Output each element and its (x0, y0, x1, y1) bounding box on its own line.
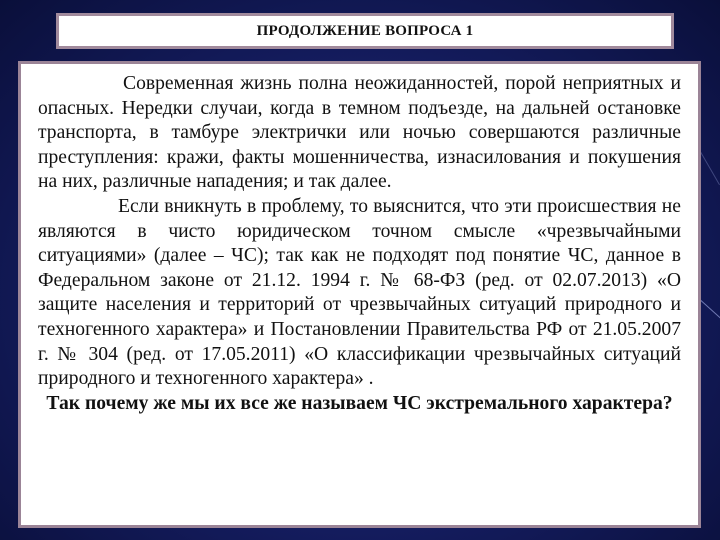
closing-question: Так почему же мы их все же называем ЧС экстремального характера? (46, 392, 673, 414)
decorative-line (699, 150, 720, 185)
slide-title: ПРОДОЛЖЕНИЕ ВОПРОСА 1 (256, 22, 474, 39)
paragraph-legal-definition: Если вникнуть в проблему, то выяснится, что эти происшествия не являются в чисто юридическом точном смысле «чрезвычайными ситуациями» (далее – ЧС); так как не подходят под понятие ЧС, данное в Федеральном законе от 21.12. 1994 г. № 68-ФЗ (ред. от 02.07.2013) «О защите населения и территорий от чрезвычайных ситуаций природного и техногенного характера» и Постановлении Правительства РФ от 21.05.2007 г. № 304 (ред. от 17.05.2011) «О классификации чрезвычайных ситуаций природного и техногенного характера» . (38, 195, 681, 390)
slide-content-box (18, 61, 701, 528)
paragraph-intro: Современная жизнь полна неожиданностей, порой неприятных и опасных. Нередки случаи, когда в темном подъезде, на дальней остановке транспорта, в тамбуре электрички или ночью совершаются различные преступления: кражи, факты мошенничества, изнасилования и покушения на них, различные нападения; и так далее. (38, 73, 681, 193)
slide-title-box (56, 13, 674, 49)
